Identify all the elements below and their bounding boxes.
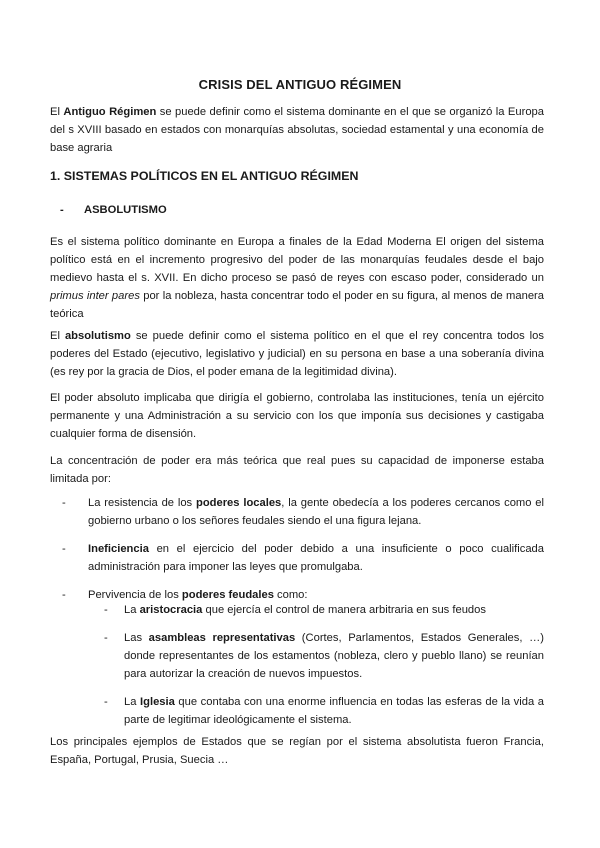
sublist-item-text-cont: (Cortes, Parlamentos, Estados Generales, …) donde representantes de los estamentos (nobleza, clero y pueblo llano) se reunían para autorizar la creación de nuevos impuestos. (124, 632, 544, 680)
sublist-item-text-cont: que contaba con una enorme influencia en todas las esferas de la vida a parte de legitimar ideológicamente el sistema. (124, 696, 544, 726)
paragraph-2 (50, 327, 544, 381)
paragraph-2-text: El (50, 330, 65, 342)
list-bullet: - (62, 589, 66, 601)
sublist-bullet: - (104, 604, 108, 616)
sublist-item-text-cont: que ejercía el control de manera arbitraria en sus feudos (202, 604, 486, 616)
paragraph-3: El poder absoluto implicaba que dirigía el gobierno, controlaba las instituciones, tenía un ejército permanente y una Administración a su servicio con los que imponía sus decisiones y castigaba cualquier forma de disensión. (50, 392, 544, 440)
intro-paragraph (50, 103, 544, 157)
list-item (50, 540, 544, 576)
sublist-item-bold: Iglesia (140, 696, 175, 708)
subsection-bullet: - (60, 204, 64, 216)
paragraph-2-text-cont: se puede definir como el sistema político en el que el rey concentra todos los poderes del Estado (ejecutivo, legislativo y judicial) en su persona en base a una soberanía divina (es rey por la gracia de Dios, el poder emana de la legitimidad divina). (50, 330, 544, 378)
list-item-text: La resistencia de los (88, 497, 196, 509)
intro-text-cont: se puede definir como el sistema dominante en el que se organizó la Europa del s XVIII basado en estados con monarquías absolutas, sociedad estamental y una economía de base agraria (50, 106, 544, 154)
list-item-text: Pervivencia de los (88, 589, 182, 601)
sublist-item-text: La (124, 604, 140, 616)
sublist-item-text: Las (124, 632, 149, 644)
intro-text: El (50, 106, 64, 118)
section-heading: 1. SISTEMAS POLÍTICOS EN EL ANTIGUO RÉGIMEN (50, 169, 359, 183)
sublist-item-text: La (124, 696, 141, 708)
paragraph-1-text-cont: por la nobleza, hasta concentrar todo el poder en su figura, al menos de manera teórica (50, 290, 544, 320)
list-item-text-cont: en el ejercicio del poder debido a una insuficiente o poco cualificada administración para imponer las leyes que promulgaba. (88, 543, 544, 573)
list-item-bold: poderes feudales (181, 589, 274, 601)
paragraph-1-italic: primus inter pares (50, 290, 140, 302)
list-item-text-cont: , la gente obedecía a los poderes cercanos como el gobierno urbano o los señores feudales siendo el una figura lejana. (88, 497, 544, 527)
paragraph-1 (50, 233, 544, 323)
sublist-item (50, 693, 544, 729)
list-item-bold: poderes locales (195, 497, 282, 509)
document-title: CRISIS DEL ANTIGUO RÉGIMEN (198, 77, 402, 92)
paragraph-2-bold-term: absolutismo (64, 330, 131, 342)
subsection-heading-text: ASBOLUTISMO (84, 204, 167, 216)
sublist-item-bold: aristocracia (139, 604, 203, 616)
sublist-item (50, 601, 544, 619)
paragraph-5: Los principales ejemplos de Estados que se regían por el sistema absolutista fueron Francia, España, Portugal, Prusia, Suecia … (50, 736, 544, 766)
intro-bold-term: Antiguo Régimen (63, 106, 157, 118)
paragraph-1-text: Es el sistema político dominante en Europa a finales de la Edad Moderna El origen del sistema político está en el incremento progresivo del poder de las monarquías feudales desde el bajo medievo hasta el s. XVII. En dicho proceso se pasó de reyes con escaso poder, considerado un (50, 236, 544, 284)
list-item (50, 494, 544, 530)
sublist-item (50, 629, 544, 683)
sublist-bullet: - (104, 696, 108, 708)
list-bullet: - (62, 543, 66, 555)
list-bullet: - (62, 497, 66, 509)
subsection-heading (50, 201, 544, 219)
paragraph-4: La concentración de poder era más teórica que real pues su capacidad de imponerse estaba limitada por: (50, 455, 544, 485)
sublist-bullet: - (104, 632, 108, 644)
list-item-text-cont: como: (273, 589, 308, 601)
limitations-list (50, 494, 544, 604)
feudal-powers-sublist (50, 601, 544, 729)
list-item-bold: Ineficiencia (88, 543, 149, 555)
sublist-item-bold: asambleas representativas (148, 632, 296, 644)
